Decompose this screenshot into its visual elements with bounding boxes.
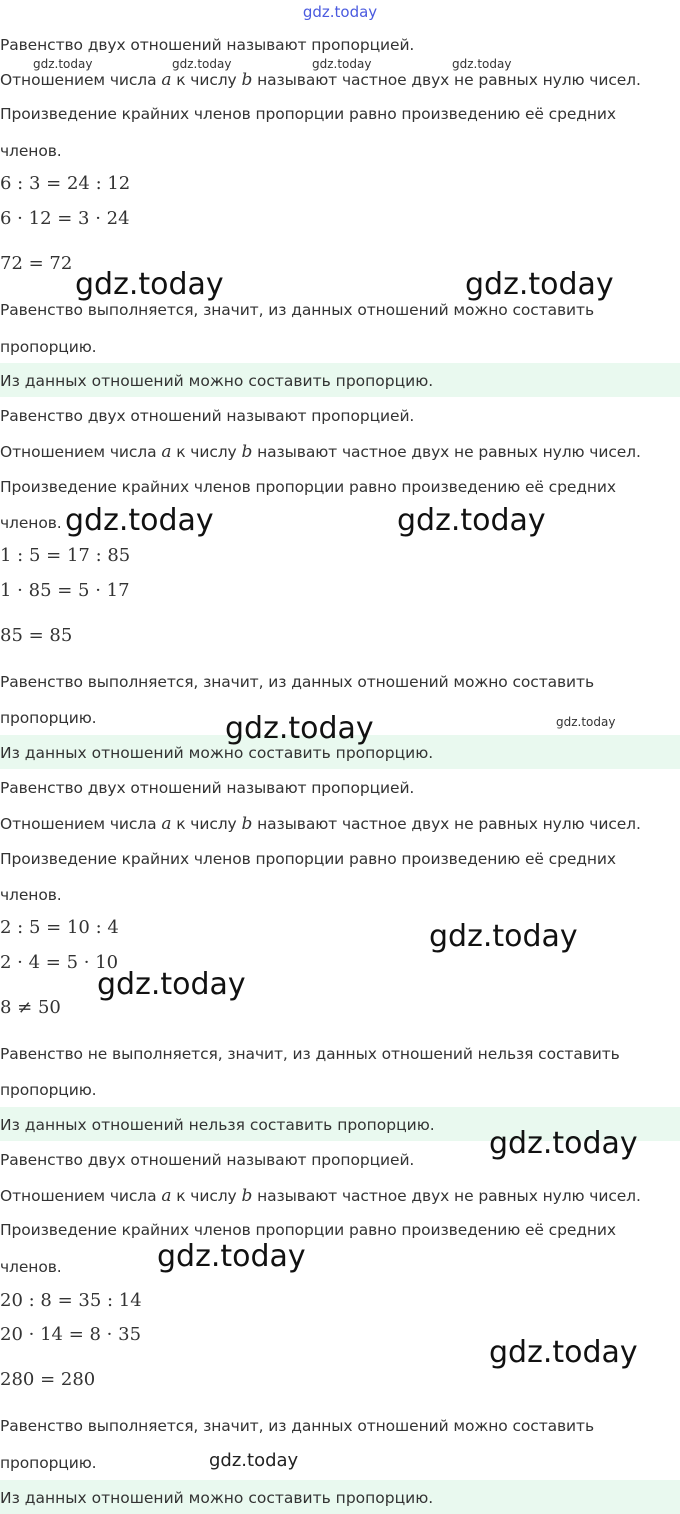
answer-highlight [0, 1480, 680, 1514]
equation-products: 20 · 14 = 8 · 35 [0, 1324, 142, 1345]
answer-text: Из данных отношений можно составить пропорцию. [0, 372, 434, 390]
definition-ratio [0, 1186, 680, 1206]
variable-b: b [241, 442, 253, 462]
conclusion-line-1: Равенство не выполняется, значит, из данных отношений нельзя составить [0, 1045, 620, 1063]
watermark-text: gdz.today [172, 57, 232, 71]
answer-highlight [0, 363, 680, 397]
property-line-1: Произведение крайних членов пропорции равно произведению её средних [0, 850, 616, 868]
definition-ratio [0, 442, 680, 462]
conclusion-line-2: пропорцию. [0, 338, 97, 356]
equation-proportion: 6 : 3 = 24 : 12 [0, 173, 131, 194]
watermark-text: gdz.today [312, 57, 372, 71]
watermark-text: gdz.today [97, 967, 246, 1002]
definition-proportion: Равенство двух отношений называют пропорцией. [0, 779, 415, 797]
definition-ratio-end: называют частное двух не равных нулю чисел. [257, 71, 641, 89]
watermark-text: gdz.today [556, 715, 616, 729]
conclusion-line-1: Равенство выполняется, значит, из данных отношений можно составить [0, 301, 594, 319]
property-line-2: членов. [0, 514, 62, 532]
equation-proportion: 1 : 5 = 17 : 85 [0, 545, 131, 566]
property-line-2: членов. [0, 142, 62, 160]
property-line-2: членов. [0, 886, 62, 904]
definition-ratio-start: Отношением числа [0, 443, 157, 461]
definition-ratio-start: Отношением числа [0, 1187, 157, 1205]
variable-a: a [161, 442, 172, 462]
definition-ratio-middle: к числу [176, 1187, 237, 1205]
definition-ratio [0, 70, 680, 90]
equation-result: 85 = 85 [0, 625, 73, 646]
conclusion-line-2: пропорцию. [0, 709, 97, 727]
equation-proportion: 20 : 8 = 35 : 14 [0, 1290, 142, 1311]
watermark-text: gdz.today [157, 1239, 306, 1274]
watermark-text: gdz.today [209, 1450, 299, 1471]
variable-a: a [161, 1186, 172, 1206]
variable-b: b [241, 70, 253, 90]
property-line-1: Произведение крайних членов пропорции равно произведению её средних [0, 105, 616, 123]
watermark-text: gdz.today [65, 503, 214, 538]
equation-proportion: 2 : 5 = 10 : 4 [0, 917, 119, 938]
watermark-text: gdz.today [489, 1335, 638, 1370]
answer-text: Из данных отношений нельзя составить пропорцию. [0, 1116, 435, 1134]
property-line-1: Произведение крайних членов пропорции равно произведению её средних [0, 478, 616, 496]
answer-text: Из данных отношений можно составить пропорцию. [0, 744, 434, 762]
equation-result: 8 ≠ 50 [0, 997, 61, 1018]
site-header-logo[interactable]: gdz.today [302, 3, 378, 21]
watermark-text: gdz.today [397, 503, 546, 538]
watermark-text: gdz.today [75, 267, 224, 302]
definition-ratio-middle: к числу [176, 443, 237, 461]
conclusion-line-2: пропорцию. [0, 1081, 97, 1099]
conclusion-line-2: пропорцию. [0, 1454, 97, 1472]
equation-result: 280 = 280 [0, 1369, 96, 1390]
definition-proportion: Равенство двух отношений называют пропорцией. [0, 36, 415, 54]
equation-products: 2 · 4 = 5 · 10 [0, 952, 119, 973]
definition-ratio-middle: к числу [176, 815, 237, 833]
variable-b: b [241, 1186, 253, 1206]
variable-a: a [161, 70, 172, 90]
definition-ratio-end: называют частное двух не равных нулю чисел. [257, 815, 641, 833]
answer-text: Из данных отношений можно составить пропорцию. [0, 1489, 434, 1507]
property-line-1: Произведение крайних членов пропорции равно произведению её средних [0, 1221, 616, 1239]
definition-ratio [0, 814, 680, 834]
definition-ratio-start: Отношением числа [0, 71, 157, 89]
conclusion-line-1: Равенство выполняется, значит, из данных отношений можно составить [0, 673, 594, 691]
definition-proportion: Равенство двух отношений называют пропорцией. [0, 407, 415, 425]
watermark-text: gdz.today [33, 57, 93, 71]
variable-b: b [241, 814, 253, 834]
watermark-text: gdz.today [452, 57, 512, 71]
property-line-2: членов. [0, 1258, 62, 1276]
equation-products: 1 · 85 = 5 · 17 [0, 580, 130, 601]
equation-result: 72 = 72 [0, 253, 73, 274]
watermark-text: gdz.today [465, 267, 614, 302]
definition-ratio-end: называют частное двух не равных нулю чисел. [257, 443, 641, 461]
definition-ratio-end: называют частное двух не равных нулю чисел. [257, 1187, 641, 1205]
conclusion-line-1: Равенство выполняется, значит, из данных отношений можно составить [0, 1417, 594, 1435]
equation-products: 6 · 12 = 3 · 24 [0, 208, 130, 229]
watermark-text: gdz.today [489, 1126, 638, 1161]
watermark-text: gdz.today [225, 711, 374, 746]
definition-ratio-middle: к числу [176, 71, 237, 89]
definition-proportion: Равенство двух отношений называют пропорцией. [0, 1151, 415, 1169]
variable-a: a [161, 814, 172, 834]
definition-ratio-start: Отношением числа [0, 815, 157, 833]
watermark-text: gdz.today [429, 919, 578, 954]
